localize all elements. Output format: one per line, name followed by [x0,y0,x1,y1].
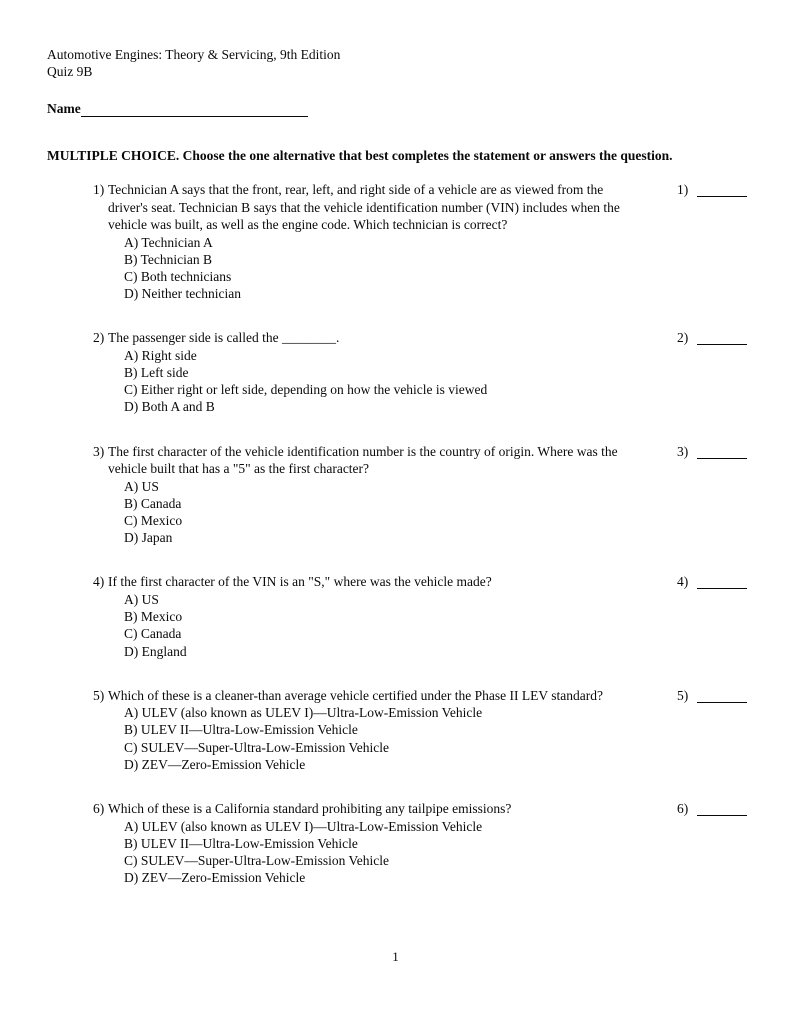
question-body [108,687,603,773]
question-row [93,687,625,773]
answer-number: 6) [677,801,689,817]
option-item: B) ULEV II—Ultra-Low-Emission Vehicle [124,835,358,851]
question-row [93,573,625,659]
option-item: B) Technician B [124,251,213,267]
answer-area [677,574,747,589]
question-row [93,181,625,302]
option-item: A) ULEV (also known as ULEV I)—Ultra-Low-Emission Vehicle [124,705,483,721]
answer-area [677,330,747,345]
answer-fill-in-line[interactable] [697,184,747,197]
option-item: B) ULEV II—Ultra-Low-Emission Vehicle [124,722,358,738]
option-item: A) Technician A [124,234,213,250]
answer-area [677,444,747,459]
page-number: 1 [392,949,399,964]
question-block [93,573,745,659]
answer-number: 5) [677,687,689,703]
question-number: 2) [93,330,105,346]
question-number: 1) [93,182,105,197]
question-body [108,443,625,547]
question-block [93,443,745,547]
option-item: B) Mexico [124,609,183,625]
option-item: A) US [124,591,159,607]
option-item: C) Canada [124,626,182,642]
option-item: B) Canada [124,495,182,511]
option-item: D) ZEV—Zero-Emission Vehicle [124,756,306,772]
answer-area [677,688,747,703]
answer-number: 3) [677,443,689,459]
question-options [124,478,625,547]
question-row [93,800,625,886]
question-options [124,704,603,773]
page-footer [0,948,791,965]
answer-number: 2) [677,330,689,346]
option-item: A) Right side [124,347,197,363]
option-item: C) SULEV—Super-Ultra-Low-Emission Vehicle [124,739,389,755]
name-label: Name [47,101,81,116]
option-item: B) Left side [124,365,189,381]
option-item: C) SULEV—Super-Ultra-Low-Emission Vehicle [124,852,389,868]
question-number: 4) [93,574,105,590]
question-text: Technician A says that the front, rear, left, and right side of a vehicle are as viewed from the driver's seat. Technician B says that the vehicle identification number (VIN) includes when the vehicle was built, as well as the engine code. Which technician is correct? [108,182,620,232]
question-options [124,591,492,660]
option-item: C) Mexico [124,513,183,529]
answer-fill-in-line[interactable] [697,803,747,816]
question-body [108,181,625,302]
quiz-title: Quiz 9B [47,64,93,79]
question-options [124,234,625,303]
section-heading: MULTIPLE CHOICE. Choose the one alternative that best completes the statement or answers the question. [47,148,673,163]
option-item: C) Either right or left side, depending on how the vehicle is viewed [124,382,488,398]
question-number: 3) [93,443,105,459]
answer-fill-in-line[interactable] [697,690,747,703]
question-block [93,329,745,415]
answer-number: 1) [677,182,689,197]
question-text: Which of these is a cleaner-than average vehicle certified under the Phase II LEV standard? [108,687,603,703]
answer-fill-in-line[interactable] [697,446,747,459]
option-item: D) England [124,643,187,659]
question-body [108,573,492,659]
answer-area [677,182,747,197]
question-body [108,329,487,415]
question-text: Which of these is a California standard prohibiting any tailpipe emissions? [108,801,512,817]
document-header [0,0,791,117]
question-text: The passenger side is called the ________. [108,330,340,346]
option-item: D) ZEV—Zero-Emission Vehicle [124,870,306,886]
option-item: D) Japan [124,530,173,546]
option-item: D) Both A and B [124,399,215,415]
questions-list [93,181,745,886]
answer-fill-in-line[interactable] [697,332,747,345]
option-item: A) ULEV (also known as ULEV I)—Ultra-Low-Emission Vehicle [124,818,483,834]
question-options [124,347,487,416]
book-title: Automotive Engines: Theory & Servicing, 9th Edition [47,47,341,62]
question-block [93,181,745,302]
answer-number: 4) [677,574,689,590]
name-fill-in-line[interactable] [81,102,308,117]
question-number: 5) [93,687,105,703]
question-row [93,443,625,547]
question-block [93,800,745,886]
question-body [108,800,511,886]
question-text: The first character of the vehicle identification number is the country of origin. Where was the vehicle built that has a "5" as the first character? [108,443,618,477]
question-options [124,818,511,887]
question-row [93,329,625,415]
option-item: C) Both technicians [124,268,232,284]
answer-area [677,801,747,816]
option-item: A) US [124,478,159,494]
name-row [47,100,745,117]
question-number: 6) [93,801,105,817]
question-block [93,687,745,773]
answer-fill-in-line[interactable] [697,576,747,589]
question-text: If the first character of the VIN is an "S," where was the vehicle made? [108,574,492,590]
option-item: D) Neither technician [124,286,241,302]
